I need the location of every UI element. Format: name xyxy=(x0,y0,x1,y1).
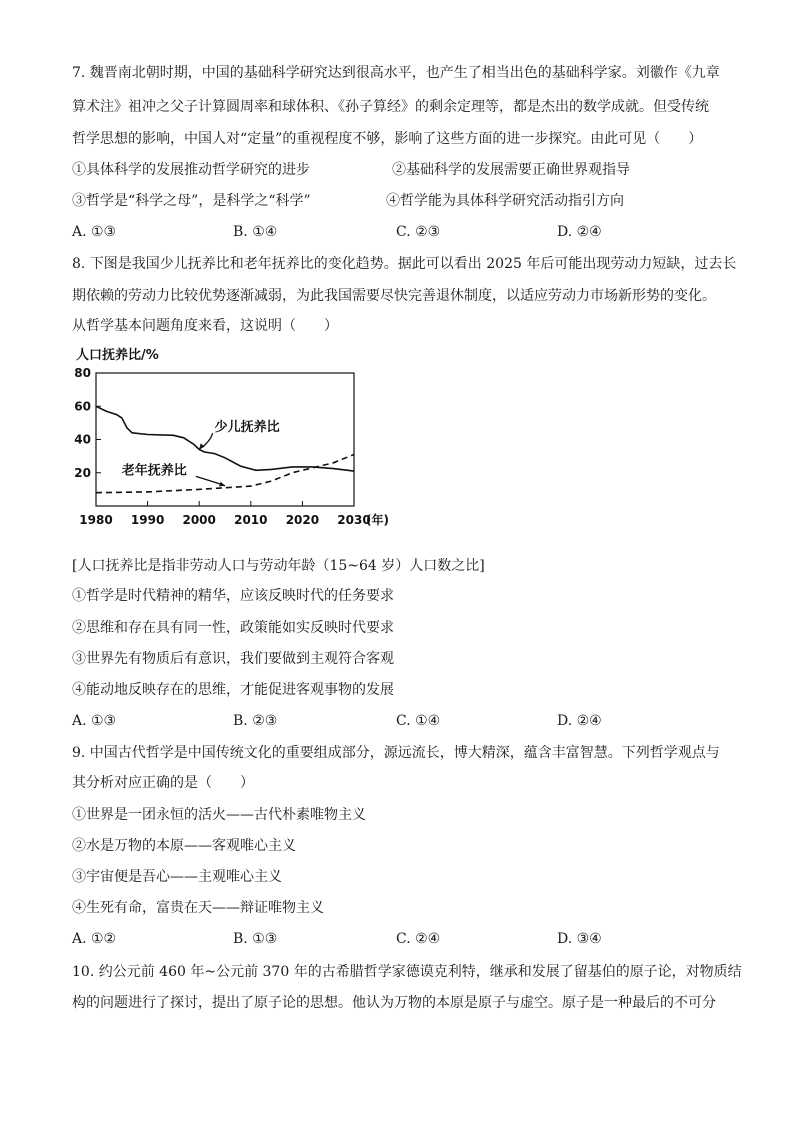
q9-option-b[interactable]: B. ①③ xyxy=(233,931,278,947)
q9-stem-line-2: 其分析对应正确的是（ ） xyxy=(72,775,254,791)
q9-option-c[interactable]: C. ②④ xyxy=(396,931,441,947)
q8-option-d[interactable]: D. ②④ xyxy=(557,713,602,729)
dependency-ratio-chart xyxy=(64,340,404,546)
y-axis-label: 人口抚养比/% xyxy=(76,348,159,363)
q8-statement-4: ④能动地反映存在的思维，才能促进客观事物的发展 xyxy=(72,682,394,698)
q10-stem-line-2: 构的问题进行了探讨，提出了原子论的思想。他认为万物的本原是原子与虚空。原子是一种最后的不可分 xyxy=(72,995,716,1011)
q10-stem-line-1: 10. 约公元前 460 年~公元前 370 年的古希腊哲学家德谟克利特，继承和发展了留基伯的原子论，对物质结 xyxy=(72,964,742,980)
y-tick-label: 20 xyxy=(74,465,91,480)
q8-option-c[interactable]: C. ①④ xyxy=(396,713,441,729)
y-tick-label: 60 xyxy=(74,399,91,414)
q8-stem-line-2: 期依赖的劳动力比较优势逐渐减弱，为此我国需要尽快完善退休制度，以适应劳动力市场新形势的变化。 xyxy=(72,288,716,304)
q8-chart-note: [人口抚养比是指非劳动人口与劳动年龄（15~64 岁）人口数之比] xyxy=(72,558,485,574)
x-axis-label: (年) xyxy=(366,513,389,527)
q8-statement-2: ②思维和存在具有同一性，政策能如实反映时代要求 xyxy=(72,620,394,636)
q7-statement-3: ③哲学是“科学之母”，是科学之“科学” xyxy=(72,193,311,209)
x-tick-label: 1990 xyxy=(130,513,165,527)
q7-statement-2: ②基础科学的发展需要正确世界观指导 xyxy=(392,162,630,178)
annotation-arrowhead xyxy=(219,482,225,487)
q7-option-a[interactable]: A. ①③ xyxy=(72,224,117,240)
x-tick-label: 2020 xyxy=(285,513,320,527)
q9-statement-4: ④生死有命，富贵在天——辩证唯物主义 xyxy=(72,900,324,916)
x-tick-label: 2000 xyxy=(182,513,216,527)
q9-option-a[interactable]: A. ①② xyxy=(72,931,117,947)
q9-stem-line-1: 9. 中国古代哲学是中国传统文化的重要组成部分，源远流长，博大精深，蕴含丰富智慧。下列哲学观点与 xyxy=(72,745,720,761)
annotation-label: 少儿抚养比 xyxy=(214,420,280,436)
q7-option-b[interactable]: B. ①④ xyxy=(233,224,278,240)
q8-statement-3: ③世界先有物质后有意识，我们要做到主观符合客观 xyxy=(72,651,394,667)
q9-option-d[interactable]: D. ③④ xyxy=(557,931,602,947)
x-tick-label: 2030 xyxy=(337,513,371,527)
q8-statement-1: ①哲学是时代精神的精华，应该反映时代的任务要求 xyxy=(72,588,394,604)
q7-stem-line-1: 7. 魏晋南北朝时期，中国的基础科学研究达到很高水平，也产生了相当出色的基础科学家。刘徽作《九章 xyxy=(72,65,720,81)
x-tick-label: 2010 xyxy=(234,513,268,527)
q7-option-c[interactable]: C. ②③ xyxy=(396,224,441,240)
annotation-arrowhead xyxy=(199,443,204,449)
q8-stem-line-3: 从哲学基本问题角度来看，这说明（ ） xyxy=(72,318,338,334)
q9-statement-2: ②水是万物的本原——客观唯心主义 xyxy=(72,838,296,854)
annotation-label: 老年抚养比 xyxy=(121,463,187,479)
q7-statement-4: ④哲学能为具体科学研究活动指引方向 xyxy=(386,193,624,209)
q9-statement-3: ③宇宙便是吾心——主观唯心主义 xyxy=(72,869,282,885)
q8-option-b[interactable]: B. ②③ xyxy=(233,713,278,729)
q8-stem-line-1: 8. 下图是我国少儿抚养比和老年抚养比的变化趋势。据此可以看出 2025 年后可能出现劳动力短缺，过去长 xyxy=(72,256,737,272)
plot-frame xyxy=(96,373,354,506)
y-tick-label: 40 xyxy=(74,432,91,447)
q7-stem-line-3: 哲学思想的影响，中国人对“定量”的重视程度不够，影响了这些方面的进一步探究。由此可见（ ） xyxy=(72,131,703,147)
q9-statement-1: ①世界是一团永恒的活火——古代朴素唯物主义 xyxy=(72,807,366,823)
q8-option-a[interactable]: A. ①③ xyxy=(72,713,117,729)
series-line-child-ratio xyxy=(96,406,354,471)
q7-option-d[interactable]: D. ②④ xyxy=(557,224,602,240)
x-tick-label: 1980 xyxy=(79,513,113,527)
q7-stem-line-2: 算术注》祖冲之父子计算圆周率和球体积、《孙子算经》的剩余定理等，都是杰出的数学成就。但受传统 xyxy=(72,99,709,115)
y-tick-label: 80 xyxy=(74,366,91,380)
q7-statement-1: ①具体科学的发展推动哲学研究的进步 xyxy=(72,162,310,178)
